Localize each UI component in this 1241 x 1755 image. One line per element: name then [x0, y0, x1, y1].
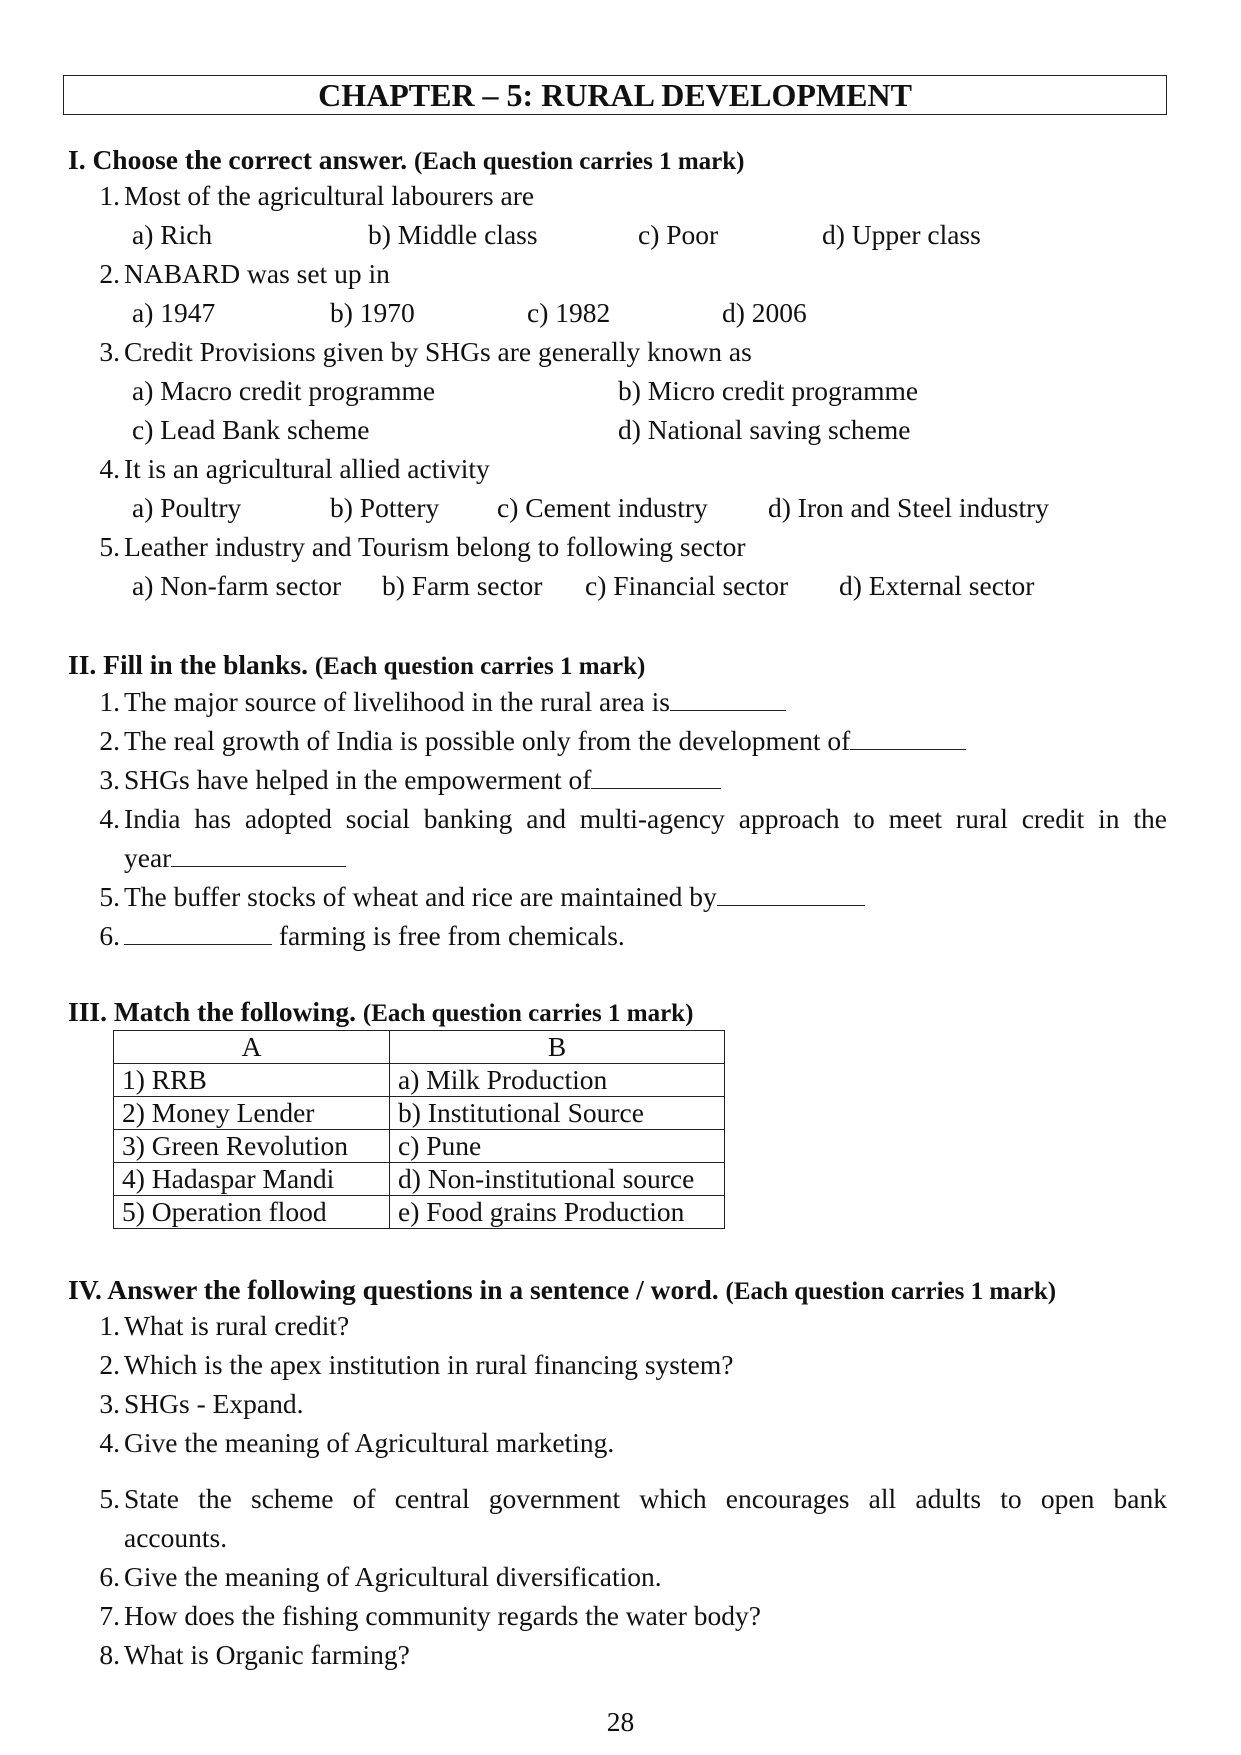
column-b-cell: d) Non-institutional source [390, 1163, 725, 1196]
option: d) Iron and Steel industry [768, 492, 1050, 523]
section-3-marks: (Each question carries 1 mark) [362, 1000, 694, 1027]
option: a) Poultry [132, 492, 242, 523]
section-2-heading [68, 645, 645, 686]
question-4-7: 7. How does the fishing community regards the water body? [99, 1600, 761, 1631]
option: a) Macro credit programme [132, 375, 436, 406]
question-4-3: 3. SHGs - Expand. [99, 1388, 304, 1419]
match-table [113, 1030, 725, 1229]
section-4-heading [68, 1270, 1056, 1311]
answer-blank [591, 766, 721, 789]
question-4-8: 8. What is Organic farming? [99, 1639, 410, 1670]
column-a-cell: 2) Money Lender [114, 1097, 390, 1130]
table-row [114, 1064, 725, 1097]
blank-item-4: 4. India has adopted social banking and multi-agency approach to meet rural credit in the [99, 803, 1167, 834]
section-1-heading [68, 140, 745, 181]
option: b) 1970 [330, 297, 415, 328]
column-a-header: A [114, 1031, 390, 1064]
chapter-title: CHAPTER – 5: RURAL DEVELOPMENT [63, 75, 1167, 115]
section-3-title: III. Match the following. [68, 996, 356, 1027]
question-4-2: 2. Which is the apex institution in rural financing system? [99, 1349, 734, 1380]
option: c) Cement industry [497, 492, 708, 523]
section-2-marks: (Each question carries 1 mark) [314, 653, 646, 680]
option: d) External sector [839, 570, 1035, 601]
section-4-marks: (Each question carries 1 mark) [725, 1278, 1057, 1305]
option: b) Farm sector [382, 570, 543, 601]
column-b-cell: e) Food grains Production [390, 1196, 725, 1229]
answer-blank [717, 883, 865, 906]
question-4-1: 1. What is rural credit? [99, 1310, 350, 1341]
answer-blank [171, 844, 346, 867]
option: b) Pottery [330, 492, 440, 523]
option: c) Financial sector [585, 570, 789, 601]
option: b) Micro credit programme [618, 375, 919, 406]
table-row [114, 1196, 725, 1229]
answer-blank [850, 727, 966, 750]
column-b-cell: b) Institutional Source [390, 1097, 725, 1130]
section-1-marks: (Each question carries 1 mark) [413, 148, 745, 175]
blank-item-3: 3. SHGs have helped in the empowerment of [88, 760, 721, 799]
blank-item-5: 5. The buffer stocks of wheat and rice are maintained by [88, 877, 865, 916]
answer-blank [670, 688, 786, 711]
question-1-5: 5. Leather industry and Tourism belong to following sector [99, 531, 746, 562]
option: d) Upper class [822, 219, 981, 250]
section-4-title: IV. Answer the following questions in a sentence / word. [68, 1274, 719, 1305]
column-b-cell: a) Milk Production [390, 1064, 725, 1097]
option: c) Lead Bank scheme [132, 414, 370, 445]
column-a-cell: 1) RRB [114, 1064, 390, 1097]
blank-item-4-cont: year [124, 838, 346, 877]
option: a) Non-farm sector [132, 570, 342, 601]
table-row [114, 1163, 725, 1196]
column-b-cell: c) Pune [390, 1130, 725, 1163]
section-2-title: II. Fill in the blanks. [68, 649, 308, 680]
question-1-3: 3. Credit Provisions given by SHGs are generally known as [99, 336, 752, 367]
blank-item-6: 6. farming is free from chemicals. [99, 920, 625, 951]
question-1-1: 1. Most of the agricultural labourers are [99, 180, 535, 211]
question-4-5-cont: accounts. [124, 1522, 228, 1553]
section-3-heading [68, 992, 693, 1033]
blank-item-1: 1. The major source of livelihood in the rural area is [88, 682, 786, 721]
option: c) Poor [638, 219, 719, 250]
column-a-cell: 4) Hadaspar Mandi [114, 1163, 390, 1196]
column-a-cell: 5) Operation flood [114, 1196, 390, 1229]
answer-blank [124, 922, 272, 945]
question-1-2: 2. NABARD was set up in [99, 258, 390, 289]
option: a) Rich [132, 219, 213, 250]
question-4-5: 5. State the scheme of central government which encourages all adults to open bank [99, 1483, 1167, 1514]
option: d) National saving scheme [618, 414, 911, 445]
option: a) 1947 [132, 297, 216, 328]
section-1-title: I. Choose the correct answer. [68, 144, 408, 175]
column-b-header: B [390, 1031, 725, 1064]
question-4-6: 6. Give the meaning of Agricultural diversification. [99, 1561, 662, 1592]
page-number: 28 [606, 1706, 635, 1737]
option: c) 1982 [527, 297, 611, 328]
question-1-4: 4. It is an agricultural allied activity [99, 453, 490, 484]
table-row [114, 1097, 725, 1130]
option: b) Middle class [368, 219, 538, 250]
column-a-cell: 3) Green Revolution [114, 1130, 390, 1163]
blank-item-2: 2. The real growth of India is possible only from the development of [88, 721, 966, 760]
question-4-4: 4. Give the meaning of Agricultural marketing. [99, 1427, 615, 1458]
match-header-row [114, 1031, 725, 1064]
option: d) 2006 [722, 297, 807, 328]
table-row [114, 1130, 725, 1163]
